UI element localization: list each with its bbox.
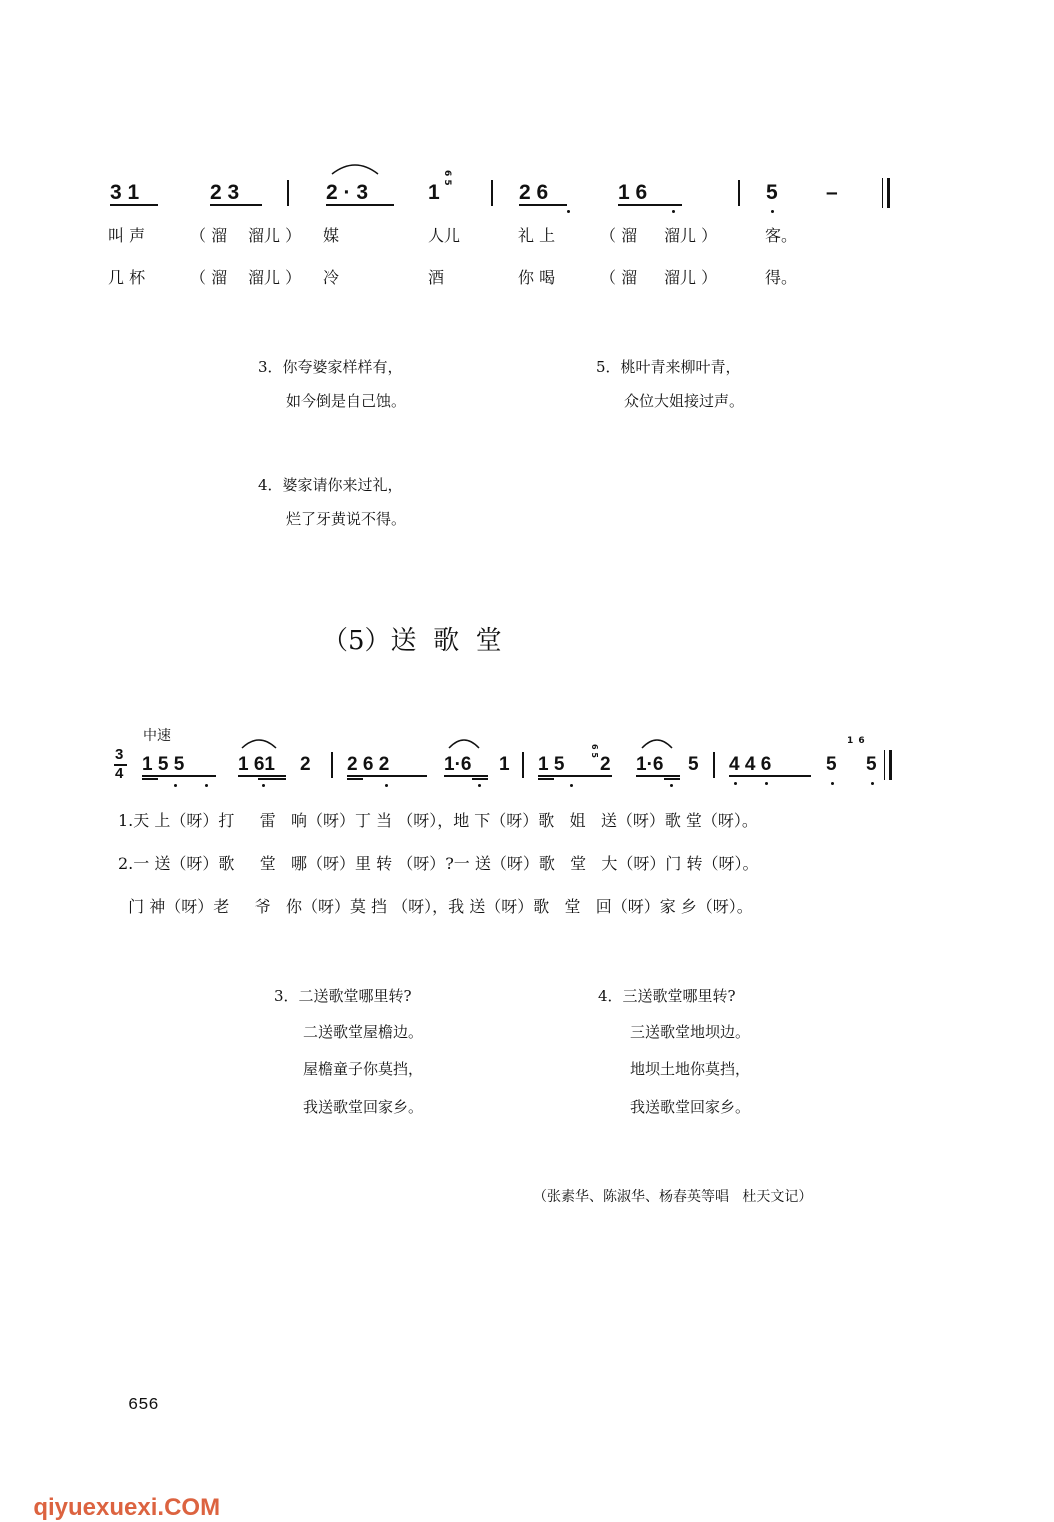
note: 5 xyxy=(766,181,778,204)
note-group: 3 1 xyxy=(110,181,140,204)
note-group: 1 5 xyxy=(538,754,565,775)
bar-line xyxy=(522,752,524,778)
verse-line: 如今倒是自己蚀。 xyxy=(286,392,407,410)
lyric: （ 溜 xyxy=(600,268,638,287)
note-group: 1 5 5 xyxy=(142,754,185,775)
note-group: 2 3 xyxy=(210,181,240,204)
grace-note: 6 5 xyxy=(442,170,452,186)
note-group: 1 6 xyxy=(618,181,648,204)
slur xyxy=(447,736,481,750)
note-group: 2 6 xyxy=(519,181,549,204)
note: 5 xyxy=(826,754,837,775)
verse-line: 4．婆家请你来过礼， xyxy=(258,476,403,494)
lyric: （ 溜 xyxy=(600,226,638,245)
lyric: 你 喝 xyxy=(518,268,556,287)
note-group: 1 61 xyxy=(238,754,275,775)
watermark-text: qiyuexuexi.COM xyxy=(33,1494,221,1521)
tempo-marking: 中速 xyxy=(143,728,171,744)
verse-line: 众位大姐接过声。 xyxy=(624,392,745,410)
bar-line xyxy=(738,180,740,206)
lyric: 溜儿 ） xyxy=(664,268,718,287)
note: 2 xyxy=(600,754,611,775)
verse-line: 三送歌堂地坝边。 xyxy=(630,1023,751,1041)
song-title: （5）送 歌 堂 xyxy=(322,626,502,656)
verse-line: 4．三送歌堂哪里转? xyxy=(598,987,736,1005)
verse-line: 二送歌堂屋檐边。 xyxy=(303,1023,424,1041)
lyric: 得。 xyxy=(765,268,798,287)
note-group: 1·6 xyxy=(444,754,472,775)
time-sig-top: 3 xyxy=(115,746,124,763)
credit: （张素华、陈淑华、杨春英等唱 杜天文记） xyxy=(533,1189,813,1205)
note: 5 xyxy=(866,754,877,775)
bar-line xyxy=(331,752,333,778)
lyric: 溜儿 ） xyxy=(248,226,302,245)
lyric: 人儿 xyxy=(428,226,461,245)
time-sig-bottom: 4 xyxy=(115,765,124,782)
slur xyxy=(330,160,380,176)
lyric: 礼 上 xyxy=(518,226,556,245)
slur xyxy=(240,736,278,750)
lyric: 几 杯 xyxy=(108,268,146,287)
slur xyxy=(640,736,674,750)
final-bar-thick xyxy=(889,750,892,780)
lyric: （ 溜 xyxy=(190,268,228,287)
verse-line: 5．桃叶青来柳叶青， xyxy=(596,358,741,376)
song2-lyrics-line-1: 1.天 上（呀）打 雷 响（呀）丁 当 （呀），地 下（呀）歌 姐 送（呀）歌 堂（呀）。 xyxy=(118,811,758,830)
note-group: 2 6 2 xyxy=(347,754,390,775)
verse-line: 3．二送歌堂哪里转? xyxy=(274,987,412,1005)
lyric: 媒 xyxy=(323,226,340,245)
lyric: （ 溜 xyxy=(190,226,228,245)
verse-line: 3．你夸婆家样样有， xyxy=(258,358,403,376)
lyric: 冷 xyxy=(323,268,340,287)
final-bar-thin xyxy=(884,750,885,780)
grace-note: 6 5 xyxy=(590,744,599,758)
page-number: 656 xyxy=(128,1396,159,1415)
bar-line xyxy=(713,752,715,778)
note: 1 xyxy=(428,181,440,204)
verse-line: 我送歌堂回家乡。 xyxy=(303,1098,424,1116)
note-group: 4 4 6 xyxy=(729,754,772,775)
note: 1 xyxy=(499,754,510,775)
note-group: 2 · 3 xyxy=(326,181,369,204)
note: 5 xyxy=(688,754,699,775)
lyric: 客。 xyxy=(765,226,798,245)
grace-note: 1 6 xyxy=(847,736,866,746)
note-group: 1·6 xyxy=(636,754,664,775)
verse-line: 屋檐童子你莫挡， xyxy=(303,1060,424,1078)
lyric: 溜儿 ） xyxy=(664,226,718,245)
dash: – xyxy=(826,181,838,204)
note: 2 xyxy=(300,754,311,775)
final-bar-thin xyxy=(882,178,883,208)
bar-line xyxy=(287,180,289,206)
bar-line xyxy=(491,180,493,206)
lyric: 叫 声 xyxy=(108,226,146,245)
verse-line: 烂了牙黄说不得。 xyxy=(286,510,407,528)
song2-lyrics-line-3: 门 神（呀）老 爷 你（呀）莫 挡 （呀），我 送（呀）歌 堂 回（呀）家 乡（呀）。 xyxy=(118,897,753,916)
final-bar-thick xyxy=(887,178,890,208)
verse-line: 我送歌堂回家乡。 xyxy=(630,1098,751,1116)
song2-lyrics-line-2: 2.一 送（呀）歌 堂 哪（呀）里 转 （呀）?一 送（呀）歌 堂 大（呀）门 转（呀）。 xyxy=(118,854,759,873)
lyric: 酒 xyxy=(428,268,445,287)
verse-line: 地坝土地你莫挡， xyxy=(630,1060,751,1078)
lyric: 溜儿 ） xyxy=(248,268,302,287)
